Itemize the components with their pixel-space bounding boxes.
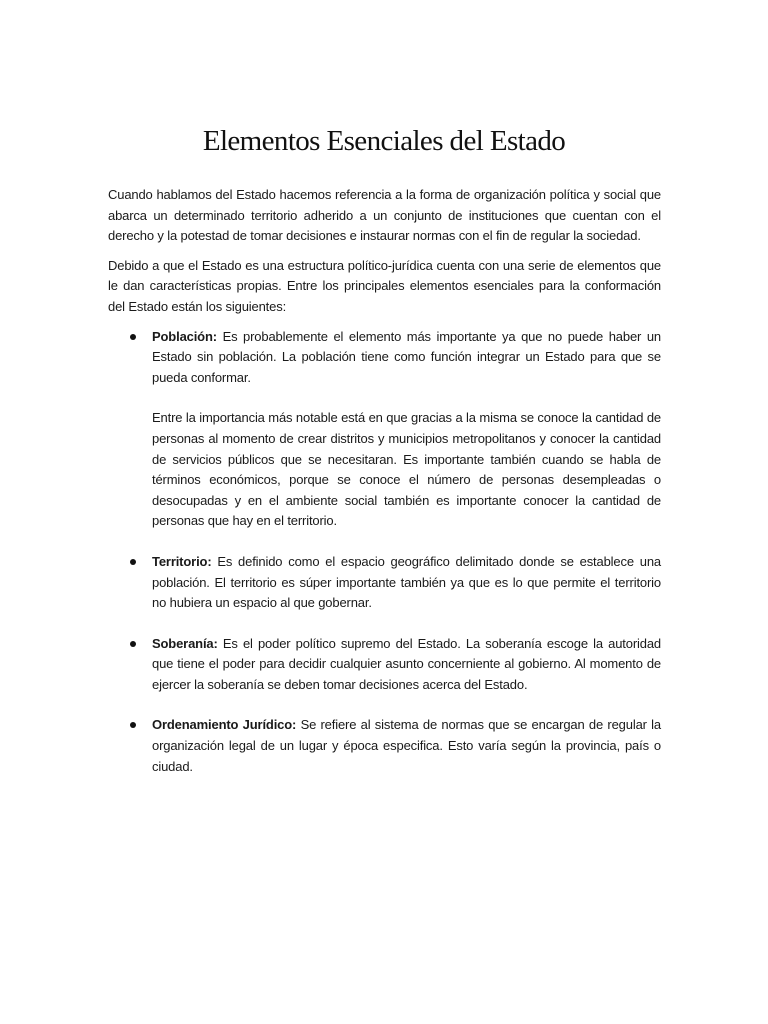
document-body	[108, 185, 661, 777]
term-description: Es el poder político supremo del Estado. La soberanía escoge la autoridad que tiene el poder para decidir cualquier asunto concerniente al gobierno. Al momento de ejercer la soberanía se deben tomar decisiones acerca del Estado.	[152, 635, 661, 692]
intro-paragraph: Cuando hablamos del Estado hacemos referencia a la forma de organización política y social que abarca un determinado territorio adherido a un conjunto de instituciones que cuentan con el derecho y la potestad de tomar decisiones e instaurar normas con el fin de regular la sociedad.	[108, 187, 661, 244]
bullet-icon	[130, 641, 136, 647]
bullet-icon	[130, 559, 136, 565]
list-item-soberania	[108, 634, 661, 696]
bullet-icon	[130, 334, 136, 340]
document-title: Elementos Esenciales del Estado	[202, 125, 566, 157]
elements-list	[108, 327, 661, 778]
bullet-icon	[130, 722, 136, 728]
term-label: Población:	[152, 328, 217, 344]
term-label: Soberanía:	[152, 635, 218, 651]
list-item-ordenamiento-juridico	[108, 715, 661, 777]
term-description: Es definido como el espacio geográfico delimitado donde se establece una población. El territorio es súper importante también ya que es lo que permite el territorio no hubiera un espacio al que gobernar.	[152, 553, 661, 611]
term-label: Ordenamiento Jurídico:	[152, 717, 297, 733]
elements-intro-paragraph: Debido a que el Estado es una estructura político-jurídica cuenta con una serie de elementos que le dan características propias. Entre los principales elementos esenciales para la conformación del Estado están los siguientes:	[108, 257, 661, 314]
term-description: Es probablemente el elemento más importante ya que no puede haber un Estado sin población. La población tiene como función integrar un Estado para que se pueda conformar.	[152, 328, 661, 385]
term-description: Se refiere al sistema de normas que se encargan de regular la organización legal de un lugar y época especifica. Esto varía según la provincia, país o ciudad.	[152, 717, 661, 774]
poblacion-extra-paragraph: Entre la importancia más notable está en que gracias a la misma se conoce la cantidad de personas al momento de crear distritos y municipios metropolitanos y conocer la cantidad de servicios públicos que se necesitaran. Es importante también cuando se habla de términos económicos, porque se conoce el número de personas desempleadas o desocupadas y en el ambiente social también es importante conocer la cantidad de personas que hay en el territorio.	[152, 410, 661, 529]
list-item-territorio	[108, 552, 661, 614]
list-item-poblacion	[108, 327, 661, 532]
term-label: Territorio:	[152, 553, 212, 569]
